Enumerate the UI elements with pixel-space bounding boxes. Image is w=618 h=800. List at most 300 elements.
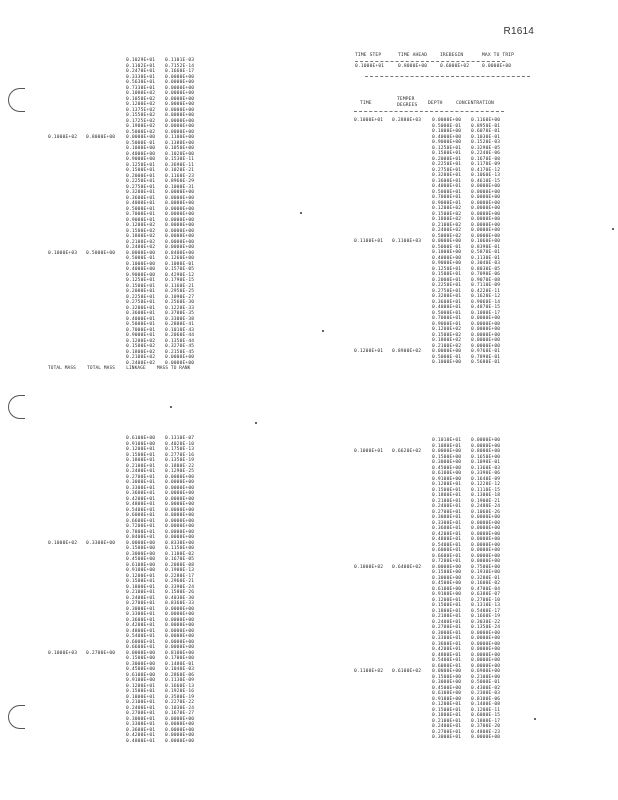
concentration-cell: 0.1200E-11 (471, 707, 501, 713)
header-value-2: 0.8000E+00 (398, 64, 428, 69)
concentration-cell: 0.1310E-13 (471, 603, 501, 608)
concentration-cell: 0.2700E-10 (471, 597, 501, 603)
depth-cell: 0.8400E+01 (126, 535, 156, 540)
concentration-cell: 0.1160E-21 (165, 283, 195, 289)
depth-cell: 0.1200E+01 (432, 597, 462, 603)
depth-cell: 0.2750E+01 (432, 167, 462, 173)
time-cell: 0.1000E+03 (48, 650, 78, 656)
concentration-cell: 0.1520E-03 (471, 140, 501, 145)
depth-cell: 0.5000E+01 (126, 322, 156, 327)
concentration-cell: 0.0000E+00 (471, 641, 501, 647)
depth-cell: 0.2400E+02 (432, 228, 462, 233)
concentration-cell: 0.3390E-06 (471, 471, 501, 476)
concentration-cell: 0.0000E+00 (471, 515, 501, 520)
depth-cell: 0.1500E+01 (126, 579, 156, 584)
table-row (354, 735, 511, 741)
depth-cell: 0.1500E+01 (432, 151, 462, 156)
depth-cell: 0.5400E+01 (432, 542, 462, 548)
depth-cell: 0.1200E+01 (432, 482, 462, 487)
concentration-cell: 0.6070E-01 (471, 129, 501, 134)
depth-cell: 0.4800E+01 (126, 628, 156, 634)
depth-cell: 0.2100E+01 (432, 498, 462, 504)
depth-cell: 0.3000E+01 (432, 735, 462, 740)
concentration-cell: 0.0000E+00 (471, 200, 501, 206)
concentration-cell: 0.0000E+00 (165, 234, 195, 239)
concentration-cell: 0.4020E-10 (165, 441, 195, 447)
depth-cell: 0.1000E+00 (432, 250, 462, 255)
header-title-2: TIME AHEAD (398, 53, 428, 58)
depth-cell: 0.4500E+00 (432, 685, 462, 691)
concentration-cell: 0.0000E+00 (165, 239, 195, 245)
depth-cell: 0.4800E+01 (432, 537, 462, 542)
concentration-cell: 0.7090E-06 (471, 272, 501, 277)
concentration-cell: 0.1160E+00 (471, 118, 501, 123)
depth-cell: 0.1500E+01 (126, 168, 156, 173)
concentration-cell: 0.1220E-33 (165, 305, 195, 311)
concentration-cell: 0.0000E+00 (471, 526, 501, 531)
depth-cell: 0.3000E+01 (432, 630, 462, 636)
concentration-cell: 0.0000E+00 (165, 606, 195, 612)
header-title-4: MAX TO TRIP (482, 53, 515, 58)
concentration-cell: 0.3040E-03 (471, 261, 501, 266)
concentration-cell: 0.6900E+00 (471, 669, 501, 674)
temperature-cell: 0.6100E+02 (392, 669, 422, 674)
concentration-cell: 0.1090E-27 (165, 294, 195, 300)
concentration-cell: 0.0000E+00 (165, 201, 195, 206)
header-value-1: 0.1000E+01 (355, 64, 385, 69)
concentration-cell: 0.0000E+00 (165, 722, 195, 727)
stray-dot (300, 212, 302, 214)
depth-cell: 0.0000E+00 (126, 540, 156, 546)
concentration-cell: 0.1110E-15 (471, 487, 501, 493)
depth-cell: 0.3000E+00 (126, 551, 156, 557)
depth-cell: 0.4200E+01 (432, 531, 462, 537)
depth-cell: 0.1550E+02 (126, 113, 156, 118)
depth-cell: 0.9100E+00 (126, 441, 156, 447)
concentration-cell: 0.0000E+00 (471, 332, 501, 338)
concentration-cell: 0.2150E-45 (165, 349, 195, 355)
depth-cell: 0.2000E+01 (126, 289, 156, 294)
depth-cell: 0.1080E+01 (432, 443, 462, 449)
depth-cell: 0.5630E+01 (126, 80, 156, 85)
depth-cell: 0.2000E+01 (126, 173, 156, 179)
depth-cell: 0.1500E+02 (126, 228, 156, 234)
time-cell: 0.1000E+03 (48, 250, 78, 256)
depth-cell: 0.3000E+01 (432, 515, 462, 520)
depth-cell: 0.1000E+00 (126, 261, 156, 267)
depth-cell: 0.7000E+01 (126, 327, 156, 333)
depth-cell: 0.0000E+00 (432, 669, 462, 674)
depth-cell: 0.2250E+01 (126, 179, 156, 184)
depth-cell: 0.9100E+00 (432, 696, 462, 702)
depth-cell: 0.6000E+01 (432, 663, 462, 669)
concentration-cell: 0.3270E-45 (165, 344, 195, 349)
depth-cell: 0.2700E+01 (432, 625, 462, 630)
concentration-cell: 0.1220E-12 (471, 482, 501, 487)
concentration-cell: 0.3280E-01 (471, 575, 501, 581)
concentration-cell: 0.0000E+00 (165, 491, 195, 496)
depth-cell: 0.5000E+01 (432, 310, 462, 316)
concentration-cell: 0.1920E-16 (165, 689, 195, 694)
depth-cell: 0.5400E+01 (432, 658, 462, 663)
depth-cell: 0.5000E-01 (126, 140, 156, 146)
depth-cell: 0.9100E+00 (126, 678, 156, 683)
depth-cell: 0.7000E+01 (432, 316, 462, 321)
concentration-cell: 0.1101E-03 (165, 58, 195, 63)
concentration-cell: 0.0000E+00 (165, 617, 195, 623)
col-temp-sub-header: DEGREES (397, 103, 418, 108)
depth-cell: 0.3200E+01 (432, 294, 462, 299)
concentration-cell: 0.8330E+00 (165, 540, 195, 546)
depth-cell: 0.2400E+01 (432, 504, 462, 509)
concentration-cell: 0.8100E+00 (165, 650, 195, 656)
concentration-cell: 0.0000E+00 (165, 639, 195, 645)
depth-cell: 0.1500E+00 (126, 656, 156, 661)
concentration-cell: 0.1130E-01 (471, 255, 501, 261)
depth-cell: 0.0000E+00 (432, 449, 462, 454)
depth-cell: 0.5000E+02 (432, 233, 462, 239)
col-conc-header: CONCENTRATION (456, 101, 494, 106)
depth-cell: 0.1800E+01 (126, 694, 156, 700)
depth-cell: 0.3600E+01 (126, 491, 156, 496)
depth-cell: 0.7800E+01 (126, 529, 156, 535)
concentration-cell: 0.0000E+00 (165, 535, 195, 540)
concentration-cell: 0.0000E+00 (165, 727, 195, 733)
depth-cell: 0.9100E+00 (432, 592, 462, 597)
concentration-cell: 0.7500E+00 (471, 564, 501, 570)
table-header-rule (354, 111, 504, 112)
depth-cell: 0.2750E+01 (126, 184, 156, 190)
depth-cell: 0.7000E+01 (432, 195, 462, 200)
concentration-cell: 0.1670E-27 (165, 711, 195, 716)
temperature-cell: 0.5000E+00 (86, 250, 116, 256)
depth-cell: 0.9000E+00 (126, 157, 156, 162)
depth-cell: 0.1500E+00 (432, 674, 462, 680)
depth-cell: 0.3600E+01 (432, 526, 462, 531)
concentration-cell: 0.0000E+00 (165, 190, 195, 195)
depth-cell: 0.3300E+01 (126, 612, 156, 617)
concentration-cell: 0.1700E+00 (165, 656, 195, 661)
depth-cell: 0.9100E+00 (126, 568, 156, 573)
temperature-cell: 0.3300E+00 (86, 540, 116, 546)
depth-cell: 0.9000E+00 (432, 261, 462, 266)
concentration-cell: 0.1000E-31 (165, 184, 195, 190)
concentration-cell: 0.4870E-15 (471, 305, 501, 310)
concentration-cell: 0.1290E-25 (165, 469, 195, 474)
concentration-cell: 0.0000E+00 (165, 129, 195, 135)
concentration-cell: 0.0000E+00 (165, 507, 195, 513)
depth-cell: 0.6100E+00 (432, 586, 462, 592)
concentration-cell: 0.1260E+00 (165, 256, 195, 261)
depth-cell: 0.9000E+01 (126, 217, 156, 223)
depth-cell: 0.1102E+01 (126, 63, 156, 69)
concentration-cell: 0.1790E-15 (165, 278, 195, 283)
concentration-cell: 0.0000E+00 (165, 502, 195, 507)
depth-cell: 0.0000E+00 (432, 349, 462, 354)
concentration-cell: 0.0000E+00 (471, 548, 501, 553)
depth-cell: 0.4500E+00 (432, 581, 462, 586)
concentration-cell: 0.0000E+00 (165, 223, 195, 228)
concentration-cell: 0.1010E-43 (165, 327, 195, 333)
depth-cell: 0.1500E+01 (432, 707, 462, 713)
depth-cell: 0.2100E+01 (126, 463, 156, 469)
concentration-cell: 0.0000E+00 (471, 438, 501, 443)
depth-cell: 0.1250E+01 (126, 162, 156, 168)
depth-cell: 0.1500E+01 (126, 283, 156, 289)
concentration-cell: 0.1570E-05 (165, 267, 195, 272)
concentration-cell: 0.7890E-01 (471, 354, 501, 360)
concentration-cell: 0.2800E-41 (165, 322, 195, 327)
table-row (48, 739, 205, 745)
depth-cell: 0.1800E+02 (126, 234, 156, 239)
concentration-cell: 0.1050E+00 (165, 146, 195, 151)
depth-cell: 0.2400E+01 (432, 619, 462, 625)
depth-cell: 0.4500E+00 (432, 465, 462, 471)
depth-cell: 0.9000E+01 (432, 321, 462, 327)
depth-cell: 0.2700E+01 (126, 601, 156, 606)
depth-cell: 0.1250E+01 (126, 278, 156, 283)
data-block-top-left (48, 58, 205, 366)
concentration-cell: 0.1060E+00 (471, 239, 501, 244)
concentration-cell: 0.9760E-01 (471, 349, 501, 354)
depth-cell: 0.1500E+01 (126, 452, 156, 458)
depth-cell: 0.2100E+02 (432, 222, 462, 228)
depth-cell: 0.6100E+00 (432, 471, 462, 476)
concentration-cell: 0.8950E-01 (471, 123, 501, 129)
concentration-cell: 0.2300E-03 (471, 691, 501, 696)
depth-cell: 0.2470E+01 (126, 69, 156, 74)
depth-cell: 0.0000E+00 (432, 118, 462, 123)
concentration-cell: 0.0000E+00 (165, 474, 195, 480)
depth-cell: 0.4000E+00 (126, 267, 156, 272)
concentration-cell: 0.3690E-11 (165, 162, 195, 168)
concentration-cell: 0.1000E-01 (165, 261, 195, 267)
depth-cell: 0.4000E+01 (432, 184, 462, 189)
concentration-cell: 0.1650E+00 (471, 454, 501, 460)
depth-cell: 0.2250E+01 (432, 162, 462, 167)
concentration-cell: 0.2280E-17 (165, 573, 195, 579)
depth-cell: 0.2100E+02 (432, 343, 462, 349)
concentration-cell: 0.4300E-02 (471, 685, 501, 691)
depth-cell: 0.2000E+01 (432, 277, 462, 283)
depth-cell: 0.1029E+01 (126, 58, 156, 63)
depth-cell: 0.3200E+01 (432, 173, 462, 178)
temperature-cell: 0.8900E+02 (392, 349, 422, 354)
concentration-cell: 0.0000E+00 (471, 338, 501, 343)
concentration-cell: 0.4290E-12 (165, 272, 195, 278)
depth-cell: 0.5400E+01 (126, 507, 156, 513)
concentration-cell: 0.0000E+00 (165, 524, 195, 529)
depth-cell: 0.6100E+00 (126, 562, 156, 568)
depth-cell: 0.2250E+01 (432, 283, 462, 288)
depth-cell: 0.4200E+01 (126, 623, 156, 628)
time-cell: 0.1000E+02 (48, 135, 78, 140)
data-block-top-right (354, 118, 511, 366)
depth-cell: 0.5000E-01 (126, 256, 156, 261)
depth-cell: 0.4500E+00 (126, 667, 156, 672)
depth-cell: 0.1800E+01 (432, 608, 462, 614)
depth-cell: 0.4500E+00 (126, 557, 156, 562)
concentration-cell: 0.1660E-19 (471, 614, 501, 619)
concentration-cell: 0.0000E+00 (165, 80, 195, 85)
depth-cell: 0.1200E+02 (432, 327, 462, 332)
concentration-cell: 0.1350E-24 (471, 625, 501, 630)
depth-cell: 0.4000E+01 (126, 316, 156, 322)
punch-hole-bottom (8, 705, 25, 729)
concentration-cell: 0.9060E-14 (471, 299, 501, 305)
concentration-cell: 0.1090E-01 (471, 460, 501, 465)
concentration-cell: 0.1380E+00 (165, 140, 195, 146)
concentration-cell: 0.0000E+00 (165, 245, 195, 250)
concentration-cell: 0.2270E-22 (165, 700, 195, 705)
depth-cell: 0.1000E+02 (126, 91, 156, 96)
concentration-cell: 0.3700E-20 (471, 724, 501, 729)
depth-cell: 0.1200E+02 (126, 102, 156, 107)
concentration-cell: 0.0000E+00 (165, 634, 195, 639)
depth-cell: 0.1200E+02 (432, 206, 462, 211)
concentration-cell: 0.4800E-23 (471, 729, 501, 735)
concentration-cell: 0.1670E-05 (165, 557, 195, 562)
concentration-cell: 0.0000E+00 (165, 733, 195, 738)
concentration-cell: 0.1030E-01 (471, 134, 501, 140)
time-cell: 0.1000E+02 (354, 564, 384, 570)
concentration-cell: 0.1160E-23 (165, 173, 195, 179)
punch-hole-top (8, 88, 25, 112)
depth-cell: 0.2400E+01 (126, 705, 156, 711)
depth-cell: 0.1050E+02 (126, 96, 156, 102)
concentration-cell: 0.3300E-38 (165, 316, 195, 322)
depth-cell: 0.0000E+00 (126, 135, 156, 140)
depth-cell: 0.6600E+01 (432, 553, 462, 559)
depth-cell: 0.5400E+01 (126, 634, 156, 639)
concentration-cell: 0.1480E-01 (165, 661, 195, 667)
depth-cell: 0.4200E+01 (126, 733, 156, 738)
concentration-cell: 0.8390E-01 (471, 244, 501, 250)
depth-cell: 0.9000E+01 (432, 200, 462, 206)
concentration-cell: 0.0000E+00 (471, 222, 501, 228)
concentration-cell: 0.1100E-02 (165, 551, 195, 557)
concentration-cell: 0.1000E-17 (471, 310, 501, 316)
concentration-cell: 0.1640E-09 (471, 476, 501, 482)
concentration-cell: 0.5400E-17 (471, 608, 501, 614)
depth-cell: 0.0000E+00 (432, 239, 462, 244)
concentration-cell: 0.7110E-09 (471, 283, 501, 288)
depth-cell: 0.7000E+01 (126, 212, 156, 217)
concentration-cell: 0.2950E-25 (165, 289, 195, 294)
depth-cell: 0.1500E+02 (432, 211, 462, 217)
concentration-cell: 0.1130E-09 (165, 678, 195, 683)
punch-hole-middle (8, 395, 25, 419)
concentration-cell: 0.1040E-03 (165, 667, 195, 672)
depth-cell: 0.4200E+01 (432, 647, 462, 652)
page-id: R1614 (503, 26, 534, 37)
concentration-cell: 0.0000E+00 (471, 217, 501, 222)
depth-cell: 0.1800E+02 (432, 338, 462, 343)
concentration-cell: 0.4170E-12 (471, 167, 501, 173)
concentration-cell: 0.2240E-06 (471, 151, 501, 156)
depth-cell: 0.1010E+01 (432, 438, 462, 443)
time-cell: 0.1000E+01 (354, 118, 384, 123)
depth-cell: 0.6600E+01 (126, 645, 156, 650)
concentration-cell: 0.0000E+00 (165, 228, 195, 234)
depth-cell: 0.1500E+02 (432, 332, 462, 338)
depth-cell: 0.5000E+02 (126, 129, 156, 135)
depth-cell: 0.2400E+02 (126, 360, 156, 366)
depth-cell: 0.2400E+01 (126, 595, 156, 601)
time-cell: 0.1100E+01 (354, 239, 384, 244)
concentration-cell: 0.0000E+00 (165, 623, 195, 628)
depth-cell: 0.3200E+01 (126, 190, 156, 195)
concentration-cell: 0.0000E+00 (471, 443, 501, 449)
depth-cell: 0.1200E+01 (126, 447, 156, 452)
depth-cell: 0.3300E+01 (126, 485, 156, 491)
concentration-cell: 0.0000E+00 (471, 735, 501, 740)
concentration-cell: 0.0000E+00 (471, 531, 501, 537)
concentration-cell: 0.0000E+00 (471, 520, 501, 526)
concentration-cell: 0.1620E-12 (471, 294, 501, 299)
time-cell: 0.1200E+01 (354, 349, 384, 354)
depth-cell: 0.2750E+01 (126, 300, 156, 305)
concentration-cell: 0.0000E+00 (165, 496, 195, 502)
depth-cell: 0.2700E+01 (126, 474, 156, 480)
concentration-cell: 0.2770E-16 (165, 452, 195, 458)
depth-cell: 0.5000E+01 (126, 206, 156, 212)
concentration-cell: 0.4610E-15 (471, 178, 501, 184)
header-value-4: 0.0000E+00 (482, 64, 512, 69)
concentration-cell: 0.1580E-26 (165, 590, 195, 595)
concentration-cell: 0.8960E-29 (165, 179, 195, 184)
col-time-header: TIME (360, 101, 372, 106)
concentration-cell: 0.2860E-06 (165, 672, 195, 678)
concentration-cell: 0.1350E-44 (165, 338, 195, 344)
concentration-cell: 0.2100E+00 (471, 674, 501, 680)
depth-cell: 0.3300E+01 (432, 520, 462, 526)
depth-cell: 0.2100E+01 (126, 700, 156, 705)
depth-cell: 0.4000E+00 (432, 255, 462, 261)
depth-cell: 0.0000E+00 (432, 564, 462, 570)
depth-cell: 0.3330E+01 (126, 74, 156, 80)
concentration-cell: 0.1930E+00 (471, 570, 501, 575)
concentration-cell: 0.1030E-24 (165, 705, 195, 711)
concentration-cell: 0.0000E+00 (471, 228, 501, 233)
concentration-cell: 0.0000E+00 (471, 542, 501, 548)
concentration-cell: 0.1530E-11 (165, 157, 195, 162)
concentration-cell: 0.1310E-07 (165, 436, 195, 441)
depth-cell: 0.3000E+01 (126, 480, 156, 485)
concentration-cell: 0.1100E+00 (165, 135, 195, 140)
depth-cell: 0.2700E+01 (126, 711, 156, 716)
concentration-cell: 0.0000E+00 (165, 124, 195, 129)
depth-cell: 0.2700E+01 (432, 509, 462, 515)
depth-cell: 0.0000E+00 (126, 650, 156, 656)
header-value-3: 0.6000E+02 (440, 64, 470, 69)
concentration-cell: 0.0000E+00 (165, 628, 195, 634)
depth-cell: 0.1500E+00 (126, 546, 156, 551)
depth-cell: 0.3600E+01 (126, 727, 156, 733)
stray-dot (322, 330, 324, 332)
depth-cell: 0.2400E+01 (126, 469, 156, 474)
concentration-cell: 0.0000E+00 (165, 217, 195, 223)
depth-cell: 0.7200E+01 (432, 559, 462, 564)
concentration-cell: 0.1300E-18 (471, 493, 501, 498)
depth-cell: 0.6100E+00 (126, 436, 156, 441)
data-block-bottom-left (48, 436, 205, 744)
depth-cell: 0.1200E+02 (126, 338, 156, 344)
depth-cell: 0.2100E+01 (126, 590, 156, 595)
concentration-cell: 0.0000E+00 (471, 233, 501, 239)
temperature-cell: 0.8000E+00 (86, 135, 116, 140)
concentration-cell: 0.0000E+00 (165, 212, 195, 217)
